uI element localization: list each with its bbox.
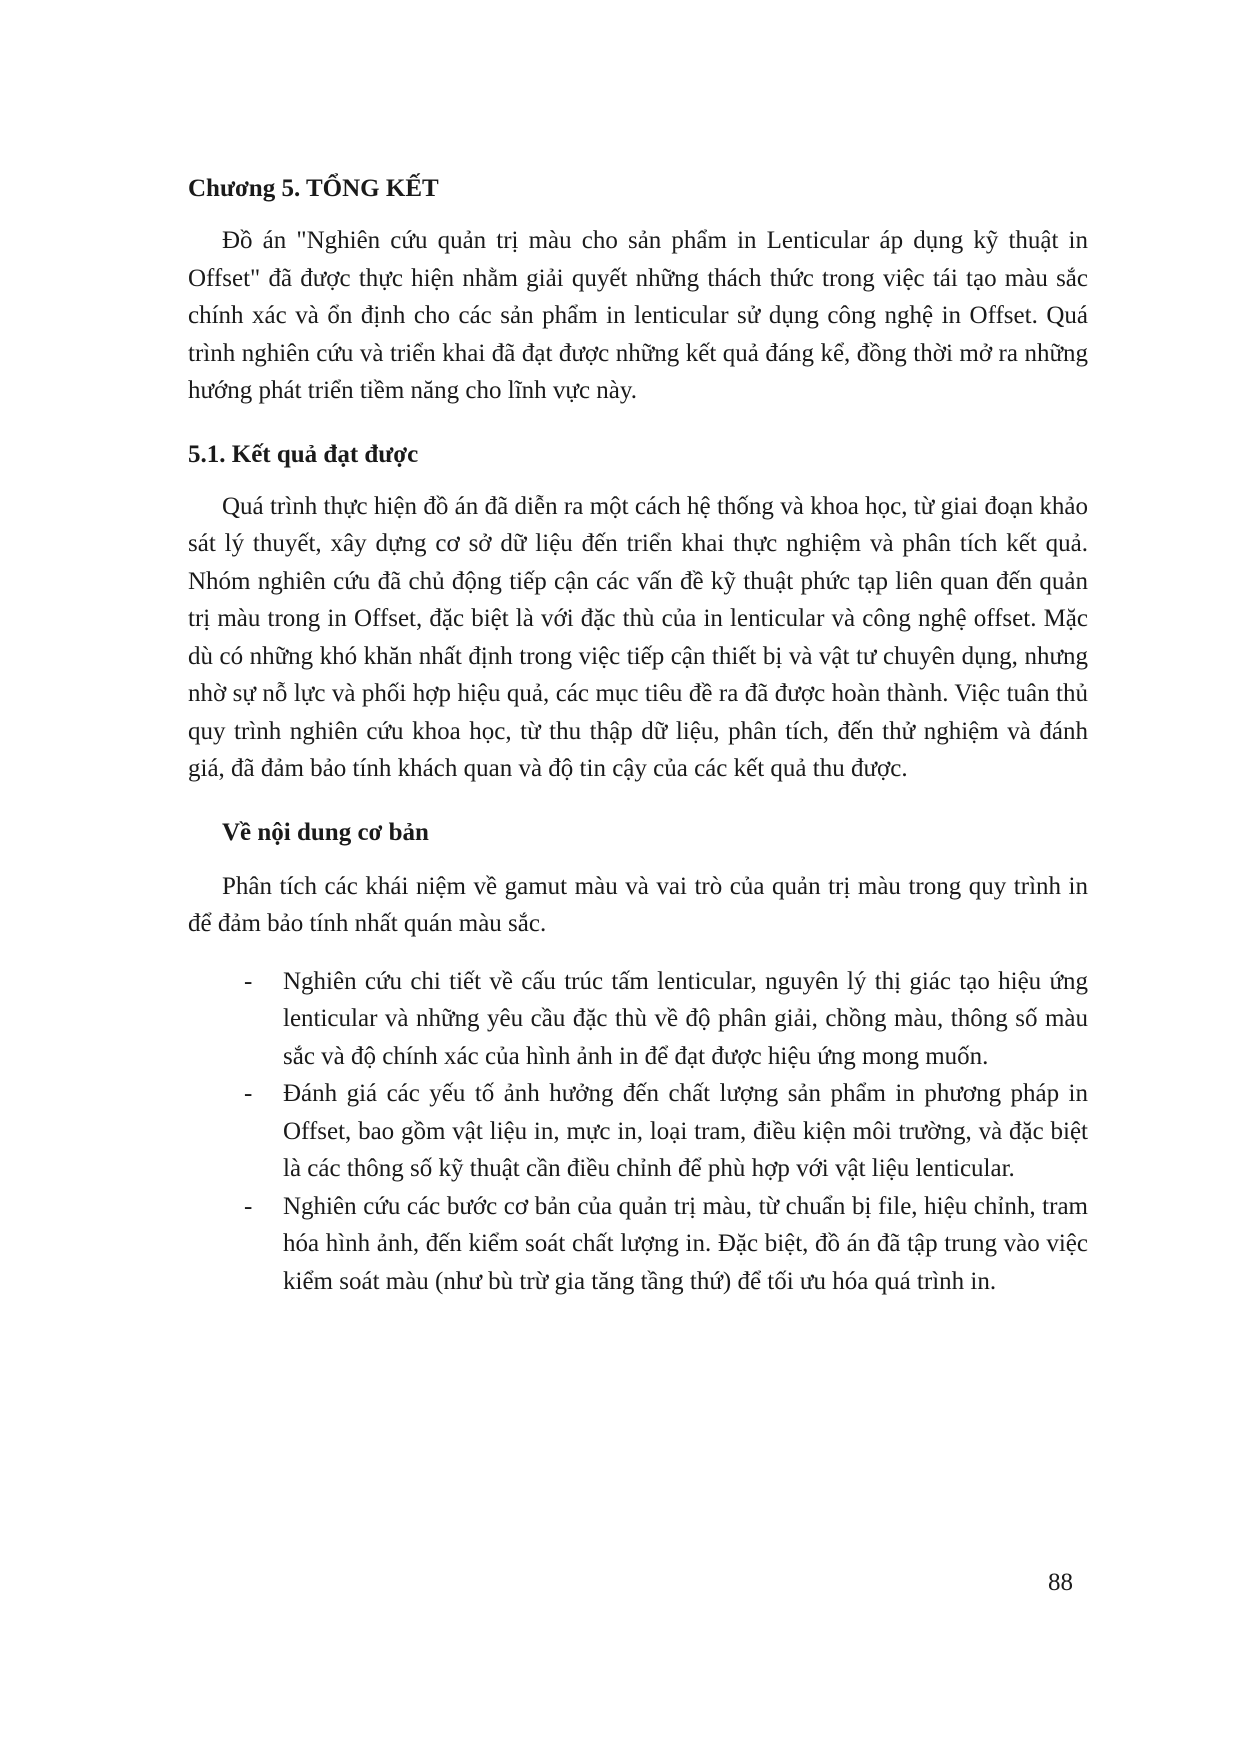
bullet-dash: -	[244, 1080, 253, 1107]
list-item	[188, 963, 1088, 1076]
list-item-text: Đánh giá các yếu tố ảnh hưởng đến chất lượng sản phẩm in phương pháp in Offset, bao gồm vật liệu in, mực in, loại tram, điều kiện môi trường, và đặc biệt là các thông số kỹ thuật cần điều chỉnh để phù hợp với vật liệu lenticular.	[283, 1080, 1088, 1182]
list-item	[188, 1075, 1088, 1188]
subsection-intro-paragraph: Phân tích các khái niệm về gamut màu và vai trò của quản trị màu trong quy trình in để đảm bảo tính nhất quán màu sắc.	[188, 872, 1088, 937]
bullet-dash: -	[244, 967, 253, 995]
page-content	[188, 170, 1088, 1300]
list-item	[188, 1188, 1088, 1301]
list-item-text: Nghiên cứu các bước cơ bản của quản trị màu, từ chuẩn bị file, hiệu chỉnh, tram hóa hình ảnh, đến kiểm soát chất lượng in. Đặc biệt, đồ án đã tập trung vào việc kiểm soát màu (như bù trừ gia tăng tầng thứ) để tối ưu hóa quá trình in.	[283, 1192, 1088, 1295]
chapter-title: Chương 5. TỔNG KẾT	[188, 175, 439, 202]
subsection-title: Về nội dung cơ bản	[222, 818, 429, 846]
bullet-list	[188, 963, 1088, 1301]
bullet-dash: -	[244, 1192, 253, 1220]
chapter-intro-paragraph: Đồ án "Nghiên cứu quản trị màu cho sản phẩm in Lenticular áp dụng kỹ thuật in Offset" đã được thực hiện nhằm giải quyết những thách thức trong việc tái tạo màu sắc chính xác và ổn định cho các sản phẩm in lenticular sử dụng công nghệ in Offset. Quá trình nghiên cứu và triển khai đã đạt được những kết quả đáng kể, đồng thời mở ra những hướng phát triển tiềm năng cho lĩnh vực này.	[188, 227, 1088, 404]
list-item-text: Nghiên cứu chi tiết về cấu trúc tấm lenticular, nguyên lý thị giác tạo hiệu ứng lenticular và những yêu cầu đặc thù về độ phân giải, chồng màu, thông số màu sắc và độ chính xác của hình ảnh in để đạt được hiệu ứng mong muốn.	[283, 967, 1088, 1070]
section-title: 5.1. Kết quả đạt được	[188, 440, 419, 468]
page-number: 88	[1048, 1569, 1073, 1596]
section-body-paragraph: Quá trình thực hiện đồ án đã diễn ra một cách hệ thống và khoa học, từ giai đoạn khảo sát lý thuyết, xây dựng cơ sở dữ liệu đến triển khai thực nghiệm và phân tích kết quả. Nhóm nghiên cứu đã chủ động tiếp cận các vấn đề kỹ thuật phức tạp liên quan đến quản trị màu trong in Offset, đặc biệt là với đặc thù của in lenticular và công nghệ offset. Mặc dù có những khó khăn nhất định trong việc tiếp cận thiết bị và vật tư chuyên dụng, nhưng nhờ sự nỗ lực và phối hợp hiệu quả, các mục tiêu đề ra đã được hoàn thành. Việc tuân thủ quy trình nghiên cứu khoa học, từ thu thập dữ liệu, phân tích, đến thử nghiệm và đánh giá, đã đảm bảo tính khách quan và độ tin cậy của các kết quả thu được.	[188, 492, 1088, 782]
